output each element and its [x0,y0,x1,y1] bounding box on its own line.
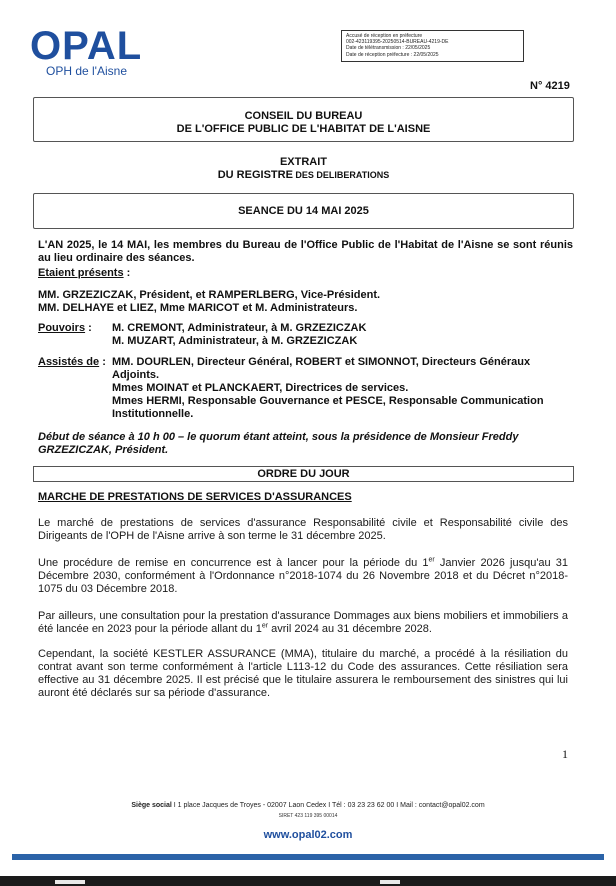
logo-subtitle: OPH de l'Aisne [46,64,127,78]
paragraph-3-start: Par ailleurs, une consultation pour la prestation d'assurance Dommages aux biens mobiliers et immobiliers a été lancée en 2023 pour la période allant du 1 [38,610,568,635]
ordre-du-jour-box [33,466,574,482]
footer-siret: SIRET 423 119 395 00014 [278,813,338,819]
footer-address [0,802,616,809]
assistes-line-3b: Institutionnelle. [112,408,194,420]
pouvoirs-line-2: M. MUZART, Administrateur, à M. GRZEZICZAK [112,335,358,347]
assistes-line-1: MM. DOURLEN, Directeur Général, ROBERT et SIMONNOT, Directeurs Généraux [112,356,531,368]
footer-blue-bar [12,854,604,860]
intro-paragraph: L'AN 2025, le 14 MAI, les membres du Bureau de l'Office Public de l'Habitat de l'Aisne se sont réunis au lieu ordinaire des séances. [38,239,573,264]
ordre-du-jour-label: ORDRE DU JOUR [257,468,350,480]
page-number: 1 [562,747,568,761]
opal-logo: OPAL [30,24,143,68]
presents-line-2: MM. DELHAYE et LIEZ, Mme MARICOT et M. Administrateurs. [38,302,358,314]
title-line-1: CONSEIL DU BUREAU [244,110,363,122]
extrait-line-2 [33,169,574,182]
seance-date: SEANCE DU 14 MAI 2025 [238,205,369,217]
bottom-dark-strip [0,876,616,886]
paragraph-2-end: Janvier 2026 jusqu'au 31 Décembre 2030, conformément à l'Ordonnance n°2018-1074 du 26 Novembre 2018 et du Décret n°2018-1075 du 03 Décembre 2018. [38,557,569,595]
title-line-2: DE L'OFFICE PUBLIC DE L'HABITAT DE L'AISNE [176,123,431,135]
footer-siege-label: Siège social [131,802,172,809]
debut-seance: Début de séance à 10 h 00 – le quorum étant atteint, sous la présidence de Monsieur Freddy GRZEZICZAK, Président. [38,431,519,456]
presents-line-1: MM. GRZEZICZAK, Président, et RAMPERLBERG, Vice-Président. [38,289,381,301]
paragraph-2-sup: er [428,556,435,564]
paragraph-3-end: avril 2024 au 31 décembre 2028. [268,623,432,635]
paragraph-3 [38,610,568,636]
extrait-deliberations: DES DELIBERATIONS [292,170,390,180]
extrait-registre: DU REGISTRE [217,169,293,181]
stamp-line: Date de réception préfecture : 22/05/2025 [346,51,439,58]
paragraph-4: Cependant, la société KESTLER ASSURANCE (MMA), titulaire du marché, a procédé à la résiliation du contrat avant son terme conformément à l'article L113-12 du Code des assurances. Cette résiliation sera effective au 31 décembre 2025. Il est précisé que le titulaire assurera le remboursement des sinistres qui lui auront été déclarés sur sa période d'assurance. [38,648,568,699]
paragraph-2 [38,557,568,596]
stamp-line: Date de télétransmission : 22/05/2025 [346,45,431,52]
title-box [33,97,574,142]
pouvoirs-label: Pouvoirs [38,322,86,334]
assistes-colon: : [99,356,106,368]
footer-siege-text: I 1 place Jacques de Troyes - 02007 Laon Cedex I Tél : 03 23 23 62 00 I Mail : contact@opal02.com [171,802,485,809]
stamp-line: 002-423119395-20250514-BUREAU-4219-DE [346,39,449,46]
paragraph-1: Le marché de prestations de services d'assurance Responsabilité civile et Responsabilité civile des Dirigeants de l'OPH de l'Aisne arrive à son terme le 31 décembre 2025. [38,517,568,542]
deliberation-number: N° 4219 [530,80,570,92]
marche-title: MARCHE DE PRESTATIONS DE SERVICES D'ASSURANCES [38,491,352,503]
paragraph-3-sup: er [261,622,269,630]
prefecture-receipt-stamp [341,30,524,62]
assistes-line-3: Mmes HERMI, Responsable Gouvernance et PESCE, Responsable Communication [112,395,544,407]
pouvoirs-colon: : [85,322,92,334]
assistes-line-1b: Adjoints. [112,369,160,381]
pouvoirs-line-1: M. CREMONT, Administrateur, à M. GRZEZICZAK [112,322,367,334]
bottom-strip-mark [380,880,400,884]
bottom-strip-mark [55,880,85,884]
presents-label: Etaient présents [38,267,124,279]
assistes-label: Assistés de [38,356,100,368]
paragraph-2-start: Une procédure de remise en concurrence est à lancer pour la période du 1 [38,557,429,569]
extrait-heading [33,156,574,182]
stamp-line: Accusé de réception en préfecture [346,33,423,39]
extrait-line-1: EXTRAIT [279,156,328,168]
pouvoirs-heading [38,322,92,335]
seance-box [33,193,574,229]
presents-heading [38,267,130,280]
footer-website-link[interactable]: www.opal02.com [263,829,353,841]
assistes-line-2: Mmes MOINAT et PLANCKAERT, Directrices de services. [112,382,409,394]
presents-colon: : [123,267,131,279]
assistes-heading [38,356,106,369]
